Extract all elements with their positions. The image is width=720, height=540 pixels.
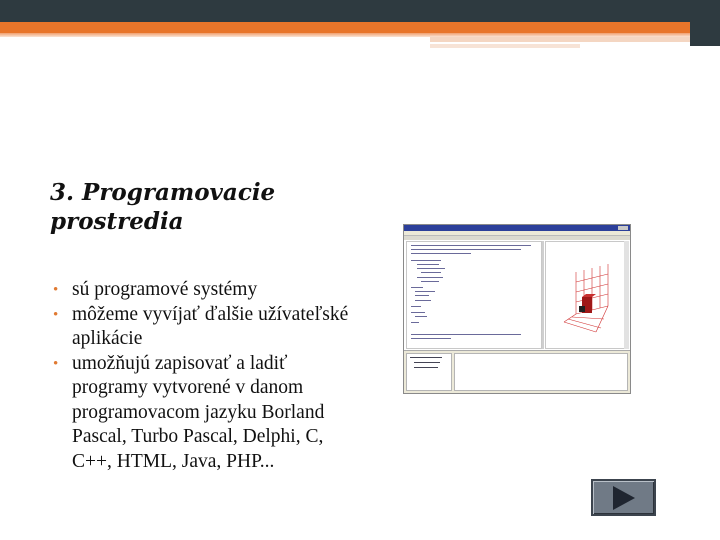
ide-scrollbar bbox=[624, 241, 629, 349]
bullet-text: môžeme vyvíjať ďalšie užívateľské aplikácie bbox=[72, 303, 349, 349]
ide-output-pane bbox=[454, 353, 628, 391]
top-bar-corner bbox=[690, 0, 720, 46]
ide-toolbar bbox=[404, 236, 630, 240]
next-slide-button[interactable] bbox=[591, 479, 656, 516]
decor-strip bbox=[430, 37, 690, 42]
bullet-dot-icon: • bbox=[53, 355, 59, 372]
play-icon bbox=[613, 486, 635, 510]
ide-project-tree bbox=[406, 353, 452, 391]
3d-plot-icon bbox=[546, 242, 630, 350]
bullet-text: sú programové systémy bbox=[72, 279, 258, 300]
decor-strip bbox=[430, 44, 580, 48]
bullet-dot-icon: • bbox=[53, 306, 59, 323]
bullet-item bbox=[48, 303, 368, 352]
window-buttons-icon bbox=[618, 226, 628, 230]
bullet-item bbox=[48, 352, 368, 475]
slide-title: 3. Programovacie prostredia bbox=[50, 179, 276, 235]
ide-3d-view bbox=[545, 241, 629, 349]
bullet-dot-icon: • bbox=[53, 282, 59, 298]
ide-splitter bbox=[542, 241, 544, 349]
bullet-list bbox=[48, 278, 368, 474]
accent-bar bbox=[0, 22, 690, 33]
ide-screenshot-image bbox=[403, 224, 631, 394]
ide-bottom-panel bbox=[404, 350, 630, 394]
bullet-text: umožňujú zapisovať a ladiť programy vytvorené v danom programovacom jazyku Borland Pascal, Turbo Pascal, Delphi, C, C++, HTML, Java, PHP... bbox=[72, 352, 325, 472]
bullet-item bbox=[48, 278, 368, 303]
top-bar bbox=[0, 0, 720, 22]
ide-code-editor bbox=[406, 241, 542, 349]
